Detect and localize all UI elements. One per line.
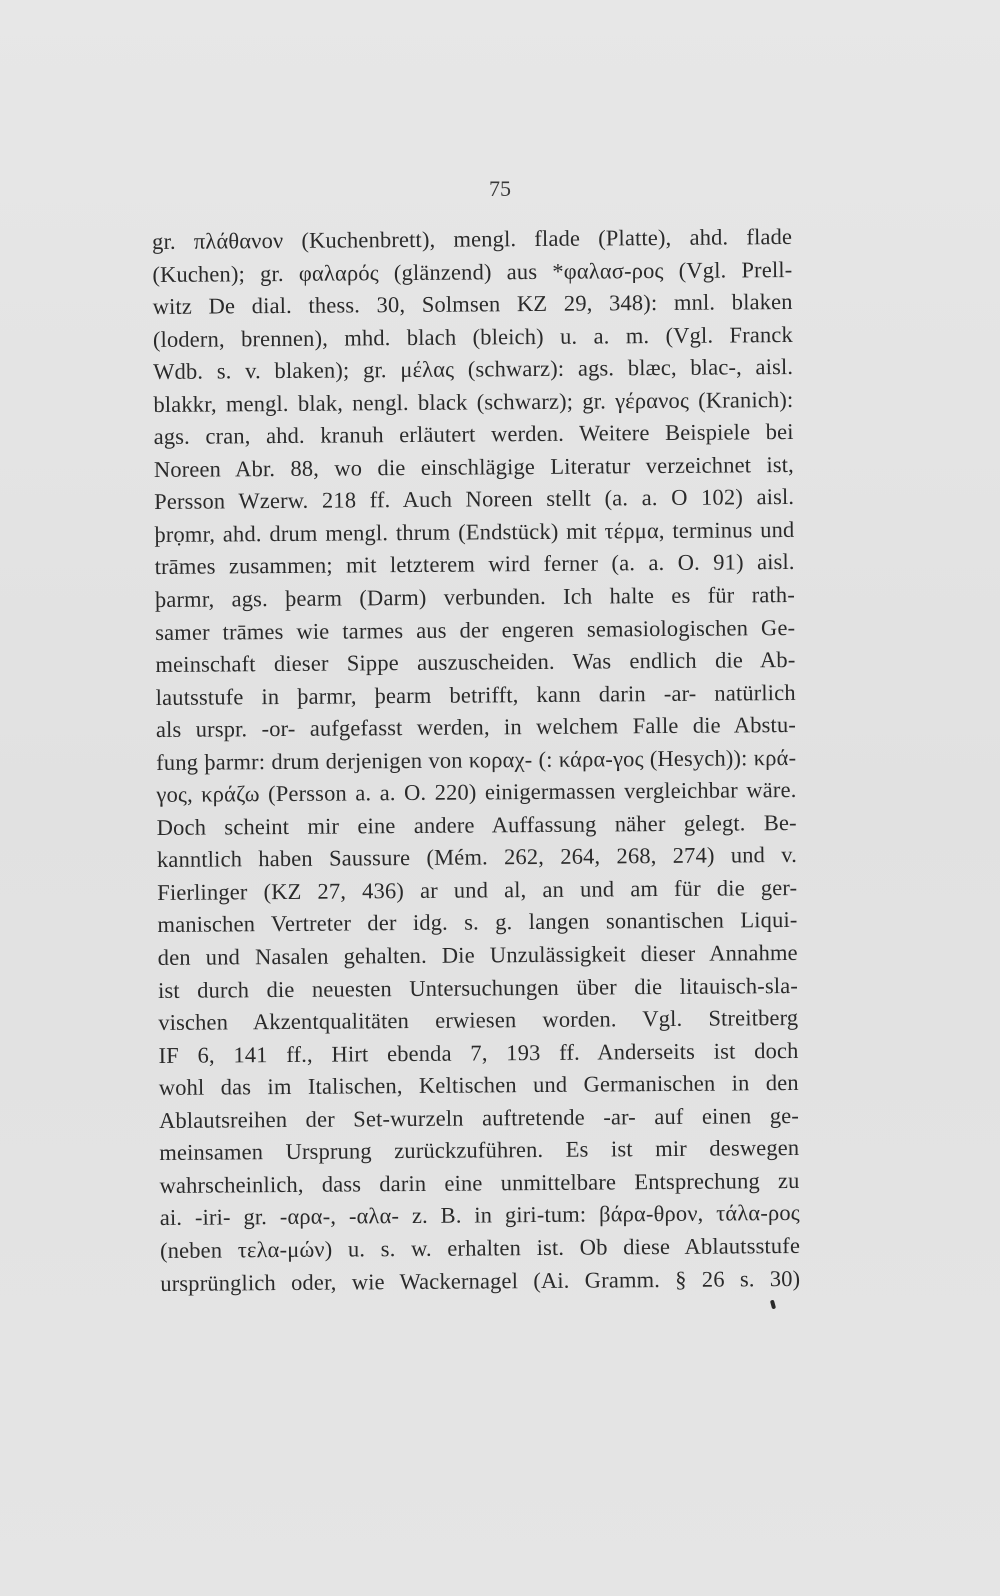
text-line: gr. πλάθανον (Kuchenbrett), mengl. flade (Platte), ahd. flade: [152, 223, 793, 254]
text-line: (Kuchen); gr. φαλαρός (glänzend) aus *φαλασ-ρος (Vgl. Prell-: [152, 256, 793, 287]
text-line: kanntlich haben Saussure (Mém. 262, 264, 268, 274) und v.: [156, 842, 798, 873]
text-line: blakkr, mengl. blak, nengl. black (schwarz); gr. γέρανος (Kranich):: [153, 386, 794, 417]
text-line: Wdb. s. v. blaken); gr. μέλας (schwarz): ags. blæc, blac-, aisl.: [153, 354, 794, 385]
text-line: als urspr. -or- aufgefasst werden, in welchem Falle die Abstu-: [155, 712, 797, 743]
text-line: vischen Akzentqualitäten erwiesen worden. Vgl. Streitberg: [158, 1005, 799, 1036]
text-line: fung þarmr: drum derjenigen von κοραχ- (: κάρα-γος (Hesych)): κρά-: [156, 744, 797, 775]
text-line: þrọmr, ahd. drum mengl. thrum (Endstück) mit τέρμα, terminus und: [154, 516, 795, 547]
text-line: ist durch die neuesten Untersuchungen über die litauisch-sla-: [157, 972, 799, 1003]
text-line: Doch scheint mir eine andere Auffassung näher gelegt. Be-: [156, 809, 797, 840]
text-line: wahrscheinlich, dass darin eine unmittelbare Entsprechung zu: [159, 1167, 800, 1198]
text-line: Fierlinger (KZ 27, 436) ar und al, an und am für die ger-: [157, 874, 798, 905]
text-line: meinschaft dieser Sippe auszuscheiden. Was endlich die Ab-: [155, 647, 796, 678]
text-line: Noreen Abr. 88, wo die einschlägige Literatur verzeichnet ist,: [153, 451, 794, 482]
text-line: witz De dial. thess. 30, Solmsen KZ 29, 348): mnl. blaken: [152, 289, 793, 320]
text-line: Ablautsreihen der Set-wurzeln auftretende -ar- auf einen ge-: [158, 1102, 800, 1133]
text-line: (lodern, brennen), mhd. blach (bleich) u. a. m. (Vgl. Franck: [152, 321, 793, 352]
text-line: wohl das im Italischen, Keltischen und Germanischen in den: [158, 1070, 799, 1101]
text-line: ai. -iri- gr. -αρα-, -αλα- z. B. in giri-tum: βάρα-θρον, τάλα-ρος: [159, 1200, 800, 1231]
page-number: 75: [489, 176, 511, 201]
body-text: [152, 221, 800, 1300]
text-line: ursprünglich oder, wie Wackernagel (Ai. Gramm. § 26 s. 30): [160, 1265, 801, 1296]
text-line: trāmes zusammen; mit letzterem wird ferner (a. a. O. 91) aisl.: [154, 549, 795, 580]
text-line: meinsamen Ursprung zurückzuführen. Es ist mir deswegen: [159, 1135, 800, 1166]
ink-speck: [770, 1300, 776, 1310]
text-line: Persson Wzerw. 218 ff. Auch Noreen stellt (a. a. O 102) aisl.: [154, 484, 795, 515]
text-line: den und Nasalen gehalten. Die Unzulässigkeit dieser Annahme: [157, 939, 798, 971]
text-line: samer trāmes wie tarmes aus der engeren semasiologischen Ge-: [155, 614, 796, 645]
text-line: þarmr, ags. þearm (Darm) verbunden. Ich halte es für rath-: [154, 581, 796, 613]
text-line: (neben τελα-μών) u. s. w. erhalten ist. Ob diese Ablautsstufe: [159, 1232, 801, 1263]
text-line: lautsstufe in þarmr, þearm betrifft, kann darin -ar- natürlich: [155, 679, 796, 710]
text-line: manischen Vertreter der idg. s. g. langen sonantischen Liqui-: [157, 907, 798, 938]
text-line: γος, κράζω (Persson a. a. O. 220) einigermassen vergleichbar wäre.: [156, 777, 797, 808]
text-line: IF 6, 141 ff., Hirt ebenda 7, 193 ff. Anderseits ist doch: [158, 1037, 799, 1068]
text-line: ags. cran, ahd. kranuh erläutert werden. Weitere Beispiele bei: [153, 419, 794, 450]
